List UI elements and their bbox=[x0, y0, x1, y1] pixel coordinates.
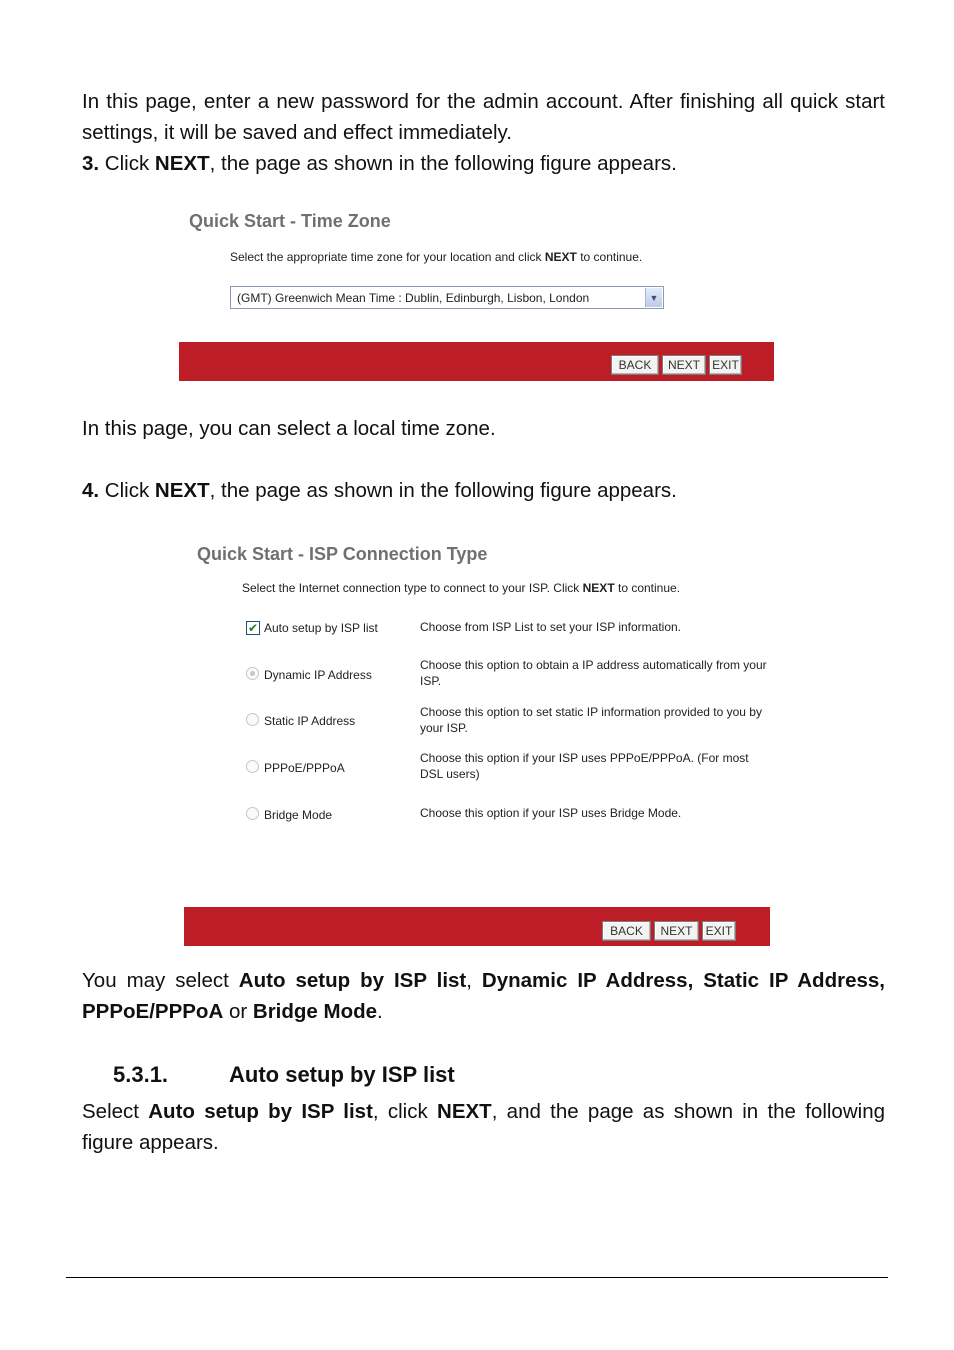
section-body-click: , click bbox=[372, 1100, 438, 1123]
isp-next-button[interactable]: NEXT bbox=[654, 921, 699, 941]
bridge-mode-desc: Choose this option if your ISP uses Bridge Mode. bbox=[420, 806, 682, 820]
static-ip-label: Static IP Address bbox=[264, 714, 356, 728]
step-4-text: Click bbox=[99, 479, 155, 502]
auto-setup-checkbox[interactable] bbox=[246, 621, 260, 635]
dynamic-ip-desc: Choose this option to obtain a IP address automatically from your ISP. bbox=[420, 658, 767, 688]
step-3-next: NEXT bbox=[154, 152, 210, 175]
time-zone-instr-text: Select the appropriate time zone for your location and click bbox=[230, 250, 545, 264]
section-title: Auto setup by ISP list bbox=[229, 1062, 455, 1087]
time-zone-back-button[interactable]: BACK bbox=[611, 355, 659, 375]
auto-setup-desc: Choose from ISP List to set your ISP information. bbox=[420, 620, 682, 634]
time-zone-instruction bbox=[230, 249, 642, 265]
auto-setup-label: Auto setup by ISP list bbox=[264, 621, 378, 635]
time-zone-next-button[interactable]: NEXT bbox=[662, 355, 706, 375]
pppoe-radio[interactable] bbox=[246, 760, 259, 773]
step-4-number: 4. bbox=[82, 479, 100, 502]
select-note-bridge: Bridge Mode bbox=[252, 1000, 378, 1023]
bridge-mode-label: Bridge Mode bbox=[264, 808, 333, 822]
dynamic-ip-label: Dynamic IP Address bbox=[264, 668, 372, 682]
isp-title: Quick Start - ISP Connection Type bbox=[197, 544, 488, 564]
static-ip-desc: Choose this option to set static IP information provided to you by your ISP. bbox=[420, 705, 762, 735]
static-ip-radio[interactable] bbox=[246, 713, 259, 726]
step-4-next: NEXT bbox=[154, 479, 210, 502]
isp-instr-text: Select the Internet connection type to connect to your ISP. Click bbox=[242, 581, 583, 595]
select-note-text: You may select bbox=[82, 969, 239, 992]
isp-instr-next: NEXT bbox=[582, 581, 615, 595]
time-zone-title: Quick Start - Time Zone bbox=[189, 211, 391, 231]
checkmark-icon: ✔ bbox=[247, 621, 259, 635]
intro-text: In this page, enter a new password for the admin account. After finishing all quick start settings, it will be saved and effect immediately. bbox=[82, 90, 885, 144]
step-3-number: 3. bbox=[82, 152, 100, 175]
select-note-sep: , bbox=[466, 969, 482, 992]
select-note-end: . bbox=[377, 1000, 383, 1023]
section-body-next: NEXT bbox=[437, 1100, 492, 1123]
section-body bbox=[82, 1096, 885, 1158]
time-zone-instr-end: to continue. bbox=[576, 250, 643, 264]
intro-paragraph bbox=[82, 86, 885, 179]
section-body-text: Select bbox=[82, 1100, 149, 1123]
isp-instr-end: to continue. bbox=[614, 581, 681, 595]
time-zone-selected-value: (GMT) Greenwich Mean Time : Dublin, Edinburgh, Lisbon, London bbox=[237, 291, 590, 305]
isp-exit-button[interactable]: EXIT bbox=[702, 921, 736, 941]
chevron-down-icon[interactable]: ▼ bbox=[645, 288, 662, 307]
time-zone-instr-next: NEXT bbox=[544, 250, 577, 264]
step-4-paragraph bbox=[82, 475, 885, 506]
section-body-auto: Auto setup by ISP list bbox=[148, 1100, 373, 1123]
bridge-mode-radio[interactable] bbox=[246, 807, 259, 820]
isp-back-button[interactable]: BACK bbox=[602, 921, 651, 941]
section-body-rest: , and the page as shown in the following figure appears. bbox=[82, 1100, 885, 1154]
step-4-rest: , the page as shown in the following figure appears. bbox=[209, 479, 677, 502]
step-3-text: Click bbox=[99, 152, 155, 175]
isp-instruction bbox=[242, 580, 680, 596]
time-zone-select[interactable] bbox=[230, 286, 664, 309]
step-3-rest: , the page as shown in the following figure appears. bbox=[209, 152, 677, 175]
pppoe-label: PPPoE/PPPoA bbox=[264, 761, 345, 775]
select-note-types: Dynamic IP Address, Static IP Address, PPPoE/PPPoA bbox=[82, 969, 885, 1023]
time-zone-exit-button[interactable]: EXIT bbox=[709, 355, 742, 375]
time-zone-note: In this page, you can select a local time zone. bbox=[82, 417, 496, 440]
footer-divider bbox=[66, 1277, 888, 1278]
section-number: 5.3.1. bbox=[113, 1062, 169, 1087]
select-note-or: or bbox=[223, 1000, 253, 1023]
select-note-auto: Auto setup by ISP list bbox=[238, 969, 467, 992]
dynamic-ip-radio[interactable] bbox=[246, 667, 259, 680]
pppoe-desc: Choose this option if your ISP uses PPPoE/PPPoA. (For most DSL users) bbox=[420, 751, 749, 781]
select-note-paragraph bbox=[82, 965, 885, 1027]
